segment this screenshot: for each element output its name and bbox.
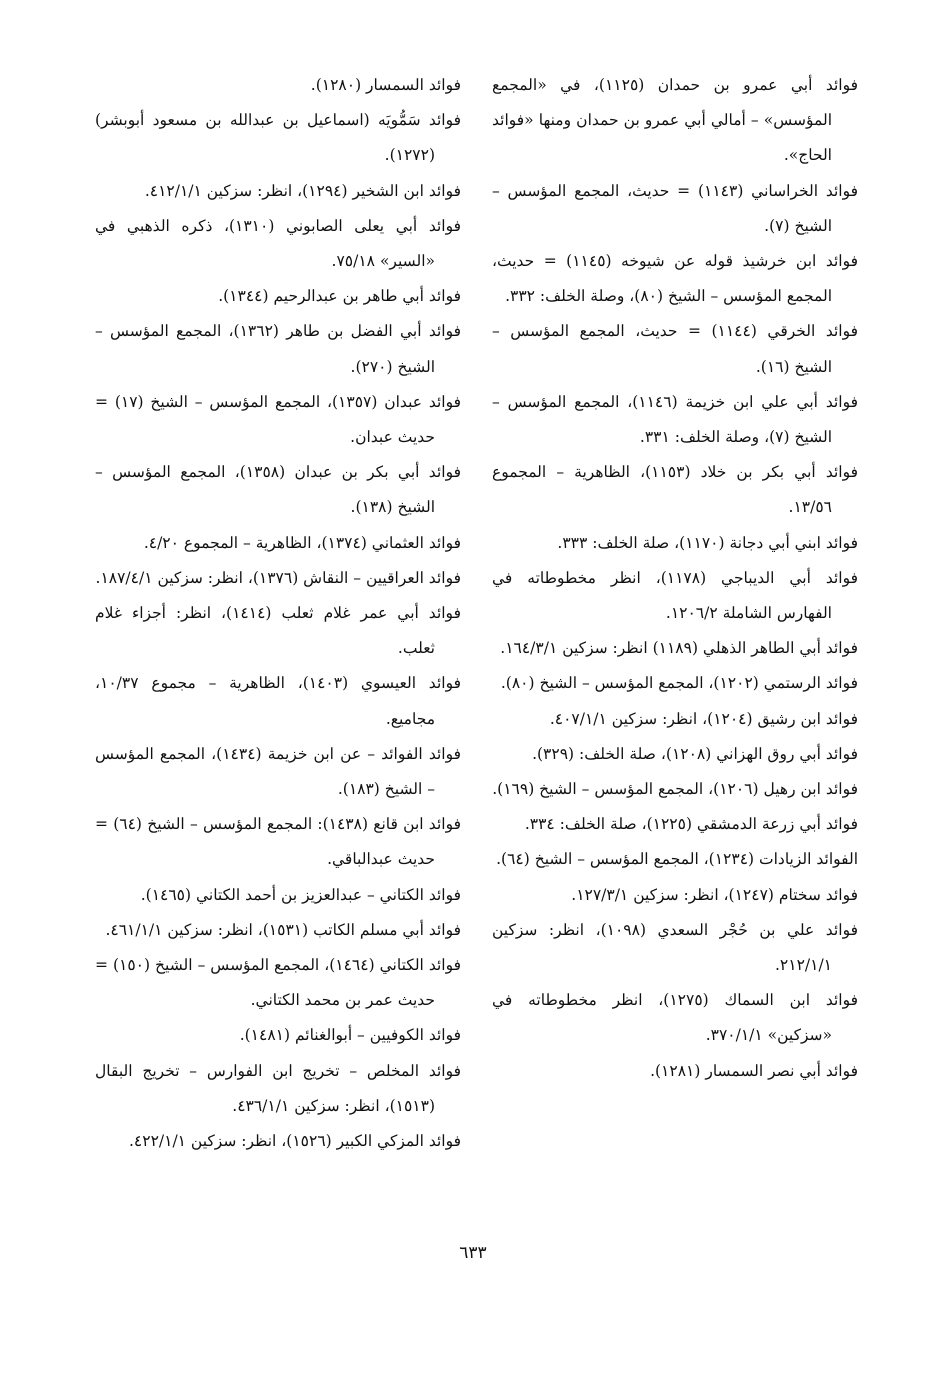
entry: فوائد السمسار (١٢٨٠).	[310, 76, 461, 94]
entry: فوائد أبي علي ابن خزيمة (١١٤٦)، المجمع المؤسس – الشيخ (٧)، وصلة الخلف: ٣٣١.	[492, 392, 858, 447]
page-number: ٦٣٣	[459, 1243, 487, 1263]
entry: فوائد الكتاني (١٤٦٤)، المجمع المؤسس – الشيخ (١٥٠) = حديث عمر بن محمد الكتاني.	[95, 956, 462, 1010]
entry: فوائد الكوفيين – أبوالغنائم (١٤٨١).	[239, 1026, 461, 1045]
right-column	[492, 68, 858, 1089]
entry: فوائد أبي عمرو بن حمدان (١١٢٥)، في «المجمع المؤسس» – أمالي أبي عمرو بن حمدان ومنها «فوائد الحاج».	[492, 76, 859, 165]
entry: فوائد أبي بكر بن عبدان (١٣٥٨)، المجمع المؤسس – الشيخ (١٣٨).	[95, 463, 461, 517]
entry: فوائد علي بن حُجْر السعدي (١٠٩٨)، انظر: سزكين ٢١٢/١/١.	[492, 920, 858, 975]
entry: فوائد أبي الديباجي (١١٧٨)، انظر مخطوطاته في الفهارس الشاملة ١٢٠٦/٢.	[492, 568, 858, 623]
entry: فوائد المخلص – تخريج ابن الفوارس – تخريج البقال (١٥١٣)، انظر: سزكين ٤٣٦/١/١.	[95, 1061, 461, 1115]
entry: فوائد ابن الشخير (١٢٩٤)، انظر: سزكين ٤١٢/١/١.	[144, 181, 461, 200]
entry: فوائد الخرقي (١١٤٤) = حديث، المجمع المؤسس – الشيخ (١٦).	[492, 322, 858, 376]
entry: فوائد أبي زرعة الدمشقي (١٢٢٥)، صلة الخلف: ٣٣٤.	[524, 815, 858, 834]
entry: فوائد العثماني (١٣٧٤)، الظاهرية – المجموع ٤/٢٠.	[143, 533, 461, 552]
entry: فوائد أبي روق الهزاني (١٢٠٨)، صلة الخلف: (٣٢٩).	[532, 744, 858, 763]
entry: فوائد سَمُّويَه (اسماعيل بن عبدالله بن مسعود أبوبشر) (١٢٧٢).	[95, 111, 461, 165]
entry: فوائد أبي مسلم الكاتب (١٥٣١)، انظر: سزكين ٤٦١/١/١.	[105, 920, 461, 939]
entry: فوائد الرستمي (١٢٠٢)، المجمع المؤسس – الشيخ (٨٠).	[500, 674, 858, 693]
entry: فوائد أبي بكر بن خلاد (١١٥٣)، الظاهرية – المجموع ١٣/٥٦.	[492, 463, 858, 517]
entry: فوائد الفوائد – عن ابن خزيمة (١٤٣٤)، المجمع المؤسس – الشيخ (١٨٣).	[95, 744, 461, 799]
entry: فوائد ابن رشيق (١٢٠٤)، انظر: سزكين ٤٠٧/١/١.	[549, 709, 858, 728]
entry: فوائد أبي الطاهر الذهلي (١١٨٩) انظر: سزكين ١٦٤/٣/١.	[500, 639, 858, 658]
entry: فوائد سختام (١٢٤٧)، انظر: سزكين ١٢٧/٣/١.	[571, 885, 858, 904]
entry: فوائد أبي عمر غلام ثعلب (١٤١٤)، انظر: أجزاء غلام ثعلب.	[95, 604, 461, 658]
entry: فوائد أبي طاهر بن عبدالرحيم (١٣٤٤).	[218, 287, 461, 306]
entry: فوائد ابن رهيل (١٢٠٦)، المجمع المؤسس – الشيخ (١٦٩).	[492, 780, 858, 799]
entry: فوائد العيسوي (١٤٠٣)، الظاهرية – مجموع ١٠/٣٧، مجاميع.	[95, 674, 461, 728]
entry: فوائد أبي نصر السمسار (١٢٨١).	[650, 1061, 858, 1080]
entry: الفوائد الزيادات (١٢٣٤)، المجمع المؤسس – الشيخ (٦٤).	[496, 850, 858, 869]
entry: فوائد الكتاني – عبدالعزيز بن أحمد الكتاني (١٤٦٥).	[140, 885, 461, 904]
entry: فوائد ابن قانع (١٤٣٨): المجمع المؤسس – الشيخ (٦٤) = حديث عبدالباقي.	[95, 815, 461, 869]
entry: فوائد أبي يعلى الصابوني (١٣١٠)، ذكره الذهبي في «السير» ٧٥/١٨.	[95, 216, 461, 271]
entry: فوائد ابني أبي دجانة (١١٧٠)، صلة الخلف: ٣٣٣.	[557, 533, 858, 552]
entry: فوائد عبدان (١٣٥٧)، المجمع المؤسس – الشيخ (١٧) = حديث عبدان.	[95, 392, 461, 447]
entry: فوائد العراقيين – النقاش (١٣٧٦)، انظر: سزكين ١٨٧/٤/١.	[95, 568, 461, 587]
entry: فوائد أبي الفضل بن طاهر (١٣٦٢)، المجمع المؤسس – الشيخ (٢٧٠).	[95, 322, 461, 376]
entry: فوائد ابن خرشيذ قوله عن شيوخه (١١٤٥) = حديث، المجمع المؤسس – الشيخ (٨٠)، وصلة الخلف: ٣٣٢.	[492, 252, 858, 306]
entry: فوائد المزكي الكبير (١٥٢٦)، انظر: سزكين ٤٢٢/١/١.	[128, 1132, 461, 1151]
left-column	[95, 68, 461, 1159]
entry: فوائد الخراساني (١١٤٣) = حديث، المجمع المؤسس – الشيخ (٧).	[492, 181, 858, 235]
entry: فوائد ابن السماك (١٢٧٥)، انظر مخطوطاته في «سزكين» ٣٧٠/١/١.	[492, 991, 858, 1045]
